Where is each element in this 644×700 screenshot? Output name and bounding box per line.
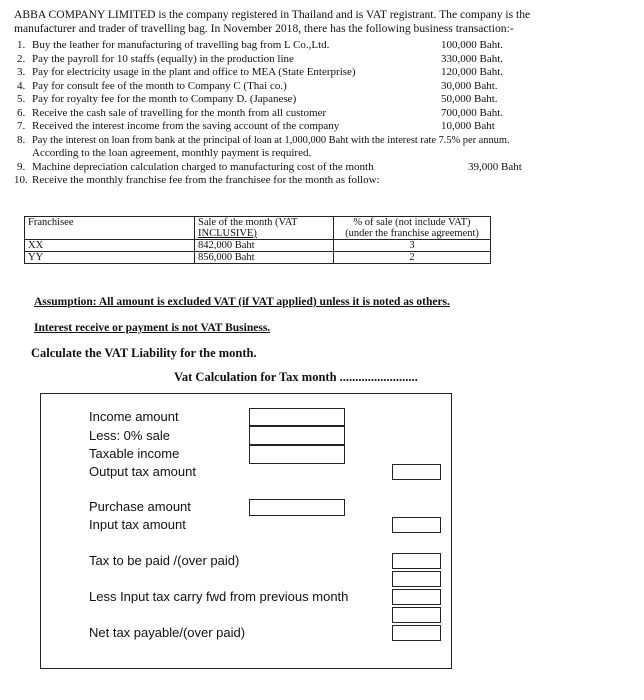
label-tax-to-be-paid: Tax to be paid /(over paid) xyxy=(89,553,240,568)
label-net-tax-payable: Net tax payable/(over paid) xyxy=(89,625,246,640)
item-description: Buy the leather for manufacturing of travelling bag from L Co.,Ltd. xyxy=(32,39,330,51)
item-number: 4. xyxy=(17,79,26,92)
header-franchisee: Franchisee xyxy=(25,217,195,240)
transaction-item xyxy=(14,174,629,188)
transaction-item xyxy=(14,53,629,67)
transaction-item xyxy=(14,80,629,94)
item-amount: 700,000 Baht. xyxy=(441,106,504,119)
header-sale-line: Sale of the month (VAT xyxy=(198,217,298,228)
item-number: 2. xyxy=(17,52,26,65)
assumption-note: Assumption: All amount is excluded VAT (if VAT applied) unless it is noted as others. xyxy=(34,296,450,308)
input-tax-field[interactable] xyxy=(392,517,441,533)
transaction-item xyxy=(14,161,629,175)
label-income-amount: Income amount xyxy=(89,409,179,424)
item-number: 10. xyxy=(14,174,28,186)
cell-franchisee: XX xyxy=(25,240,195,252)
transaction-item xyxy=(14,134,629,161)
item-description: Machine depreciation calculation charged to manufacturing cost of the month xyxy=(32,160,374,173)
purchase-amount-field[interactable] xyxy=(249,499,345,516)
cell-percent: 2 xyxy=(334,252,491,264)
taxable-income-field[interactable] xyxy=(249,445,345,464)
header-sale-line: INCLUSIVE) xyxy=(198,228,257,239)
zero-sale-field[interactable] xyxy=(249,426,345,445)
transaction-list xyxy=(14,39,629,188)
transaction-item xyxy=(14,93,629,107)
item-number: 9. xyxy=(17,160,26,173)
cell-sale: 856,000 Baht xyxy=(195,252,334,264)
item-description: Received the interest income from the saving account of the company xyxy=(32,120,340,132)
item-description: Pay for consult fee of the month to Company C (Thai co.) xyxy=(32,79,287,92)
cell-sale: 842,000 Baht xyxy=(195,240,334,252)
label-input-tax: Input tax amount xyxy=(89,517,186,532)
item-description: Receive the monthly franchise fee from the franchisee for the month as follow: xyxy=(32,174,380,186)
item-description-continued: According to the loan agreement, monthly payment is required. xyxy=(32,147,312,159)
tax-to-be-paid-field[interactable] xyxy=(392,553,441,569)
output-tax-field[interactable] xyxy=(392,464,441,480)
franchise-table xyxy=(24,216,491,264)
transaction-item xyxy=(14,120,629,134)
header-percent-line: (under the franchise agreement) xyxy=(345,228,479,239)
net-tax-payable-field[interactable] xyxy=(392,625,441,641)
item-number: 1. xyxy=(17,39,26,51)
cell-percent: 3 xyxy=(334,240,491,252)
item-amount: 100,000 Baht. xyxy=(441,39,504,51)
label-taxable-income: Taxable income xyxy=(89,446,180,461)
item-amount: 39,000 Baht xyxy=(468,160,522,173)
header-percent-line: % of sale (not include VAT) xyxy=(353,217,471,228)
vat-calculation-title: Vat Calculation for Tax month ......................... xyxy=(174,370,418,384)
item-amount: 50,000 Baht. xyxy=(441,93,498,105)
label-less-input-carry: Less Input tax carry fwd from previous month xyxy=(89,589,349,604)
header-percent xyxy=(334,217,491,240)
intro-line: ABBA COMPANY LIMITED is the company registered in Thailand and is VAT registrant. The company is the xyxy=(14,8,531,21)
intro-paragraph xyxy=(14,8,574,36)
item-description: Pay the payroll for 10 staffs (equally) in the production line xyxy=(32,52,294,65)
tax-subtotal-field[interactable] xyxy=(392,571,441,587)
transaction-item xyxy=(14,39,629,53)
label-less-zero-sale: Less: 0% sale xyxy=(89,428,170,443)
item-amount: 30,000 Baht. xyxy=(441,79,498,92)
task-heading: Calculate the VAT Liability for the month. xyxy=(31,346,257,360)
interest-note: Interest receive or payment is not VAT Business. xyxy=(34,322,271,334)
input-carry-forward-field[interactable] xyxy=(392,589,441,605)
item-description: Pay the interest on loan from bank at the principal of loan at 1,000,000 Baht with the interest rate 7.5% per annum. xyxy=(32,134,510,146)
item-amount: 10,000 Baht xyxy=(441,120,495,132)
label-purchase-amount: Purchase amount xyxy=(89,499,191,514)
item-number: 3. xyxy=(17,66,26,78)
cell-franchisee: YY xyxy=(25,252,195,264)
item-amount: 120,000 Baht. xyxy=(441,66,504,78)
item-description: Pay for electricity usage in the plant and office to MEA (State Enterprise) xyxy=(32,66,356,78)
item-number: 7. xyxy=(17,120,26,132)
item-number: 8. xyxy=(17,133,26,146)
table-row xyxy=(25,252,491,264)
item-description: Receive the cash sale of travelling for the month from all customer xyxy=(32,106,327,119)
item-number: 6. xyxy=(17,106,26,119)
label-output-tax: Output tax amount xyxy=(89,464,196,479)
item-number: 5. xyxy=(17,93,26,105)
item-description: Pay for royalty fee for the month to Company D. (Japanese) xyxy=(32,93,297,105)
transaction-item xyxy=(14,107,629,121)
item-amount: 330,000 Baht. xyxy=(441,52,504,65)
transaction-item xyxy=(14,66,629,80)
header-sale xyxy=(195,217,334,240)
carry-subtotal-field[interactable] xyxy=(392,607,441,623)
table-row xyxy=(25,240,491,252)
income-amount-field[interactable] xyxy=(249,408,345,426)
intro-line: manufacturer and trader of travelling bag. In November 2018, there has the following business transaction:- xyxy=(14,22,514,35)
table-header-row xyxy=(25,217,491,240)
